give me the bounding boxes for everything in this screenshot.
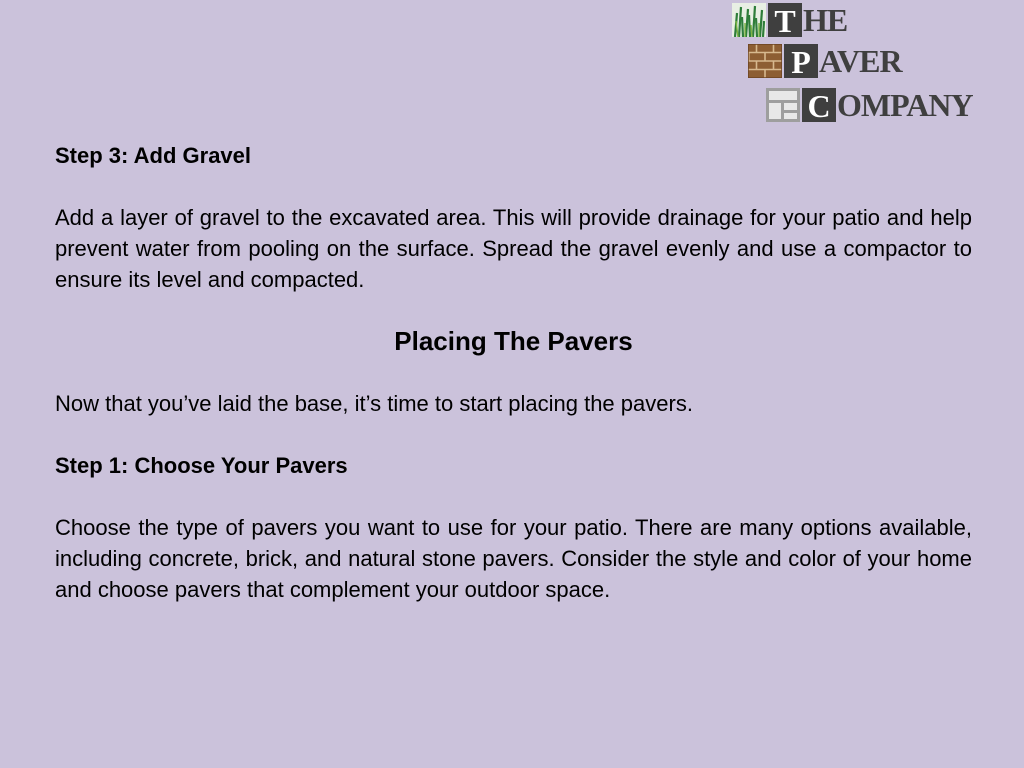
step1-paragraph: Choose the type of pavers you want to use for your patio. There are many options available, including concrete, brick, and natural stone pavers. Consider the style and color of your home and choose pavers that complement your outdoor space.: [55, 515, 972, 602]
paver-company-logo: [728, 0, 1024, 128]
step3-heading: Step 3: Add Gravel: [55, 143, 252, 168]
step1-heading: Step 1: Choose Your Pavers: [55, 453, 348, 478]
logo-row-the: [732, 3, 847, 37]
brick-pattern-icon: [748, 44, 782, 78]
logo-word-paver: AVER: [819, 43, 902, 79]
logo-initial-c: C: [802, 88, 836, 122]
intro-paragraph: Now that you’ve laid the base, it’s time to start placing the pavers.: [55, 391, 693, 416]
logo-word-company: OMPANY: [837, 87, 973, 123]
logo-initial-t: T: [768, 3, 802, 37]
logo-initial-p: P: [784, 44, 818, 78]
step3-paragraph: Add a layer of gravel to the excavated area. This will provide drainage for your patio and help prevent water from pooling on the surface. Spread the gravel evenly and use a compactor to ensure its level and compacted.: [55, 205, 972, 292]
placing-pavers-title: Placing The Pavers: [394, 326, 633, 356]
stone-slab-icon: [766, 88, 800, 122]
logo-row-company: [766, 88, 973, 122]
logo-word-the: HE: [803, 2, 848, 38]
article-content: [55, 140, 972, 605]
logo-row-paver: [748, 44, 902, 78]
grass-icon: [732, 3, 766, 37]
